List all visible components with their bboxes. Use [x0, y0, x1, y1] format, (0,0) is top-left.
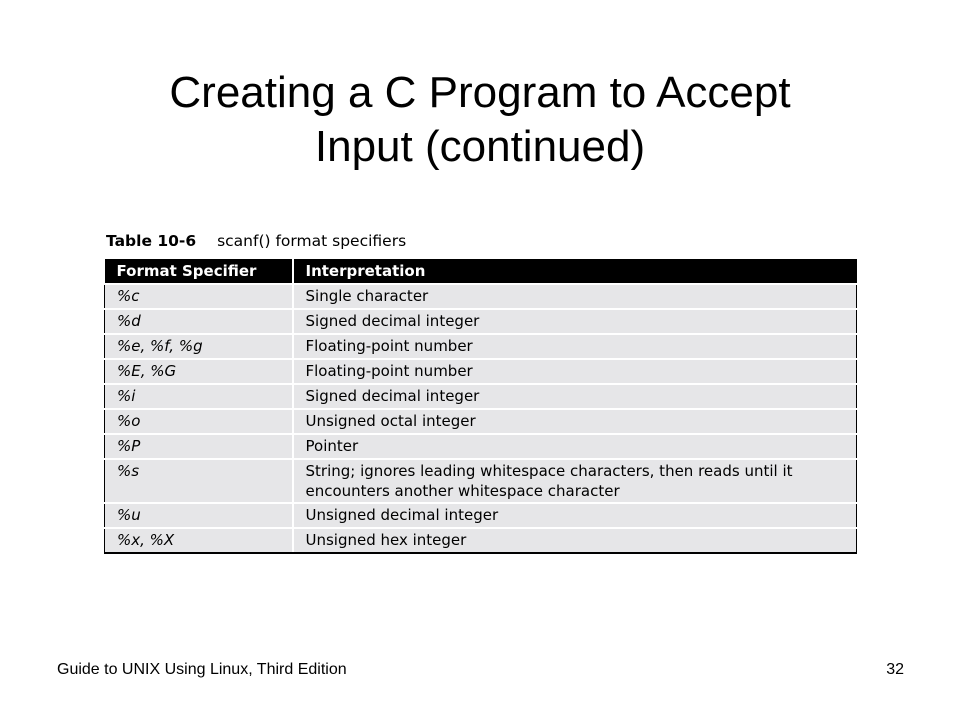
table-header — [105, 259, 857, 284]
table-header-row — [105, 259, 857, 284]
cell-specifier: %d — [105, 309, 293, 334]
table-row — [105, 434, 857, 459]
cell-interpretation: Floating-point number — [293, 334, 857, 359]
slide-title-line-1: Creating a C Program to Accept — [169, 68, 791, 117]
cell-specifier: %u — [105, 503, 293, 528]
cell-interpretation: Unsigned decimal integer — [293, 503, 857, 528]
table-caption-label: Table 10-6 — [106, 232, 197, 250]
cell-interpretation: Pointer — [293, 434, 857, 459]
table-row — [105, 384, 857, 409]
cell-specifier: %o — [105, 409, 293, 434]
cell-specifier: %i — [105, 384, 293, 409]
cell-interpretation: Unsigned hex integer — [293, 528, 857, 553]
cell-specifier: %x, %X — [105, 528, 293, 553]
table-row — [105, 409, 857, 434]
table-caption — [106, 230, 406, 252]
cell-specifier: %E, %G — [105, 359, 293, 384]
table-row — [105, 309, 857, 334]
table-body — [105, 284, 857, 553]
cell-interpretation: Single character — [293, 284, 857, 309]
footer-page-number: 32 — [886, 661, 904, 678]
table-row — [105, 459, 857, 503]
slide-title — [60, 66, 900, 174]
cell-interpretation: Unsigned octal integer — [293, 409, 857, 434]
cell-specifier: %P — [105, 434, 293, 459]
cell-specifier: %s — [105, 459, 293, 503]
header-format-specifier: Format Specifier — [105, 259, 293, 284]
footer-book-title: Guide to UNIX Using Linux, Third Edition — [57, 661, 347, 678]
table-row — [105, 528, 857, 553]
header-interpretation: Interpretation — [293, 259, 857, 284]
cell-interpretation: Signed decimal integer — [293, 384, 857, 409]
format-specifier-table-wrapper — [104, 259, 856, 554]
format-specifier-table — [104, 259, 857, 554]
cell-specifier: %e, %f, %g — [105, 334, 293, 359]
slide-title-line-2: Input (continued) — [314, 122, 646, 171]
table-row — [105, 359, 857, 384]
cell-specifier: %c — [105, 284, 293, 309]
table-caption-text: scanf() format specifiers — [217, 232, 407, 250]
table-row — [105, 503, 857, 528]
cell-interpretation: Floating-point number — [293, 359, 857, 384]
cell-interpretation: Signed decimal integer — [293, 309, 857, 334]
table-row — [105, 334, 857, 359]
table-row — [105, 284, 857, 309]
cell-interpretation: String; ignores leading whitespace characters, then reads until it encounters another whitespace character — [293, 459, 857, 503]
